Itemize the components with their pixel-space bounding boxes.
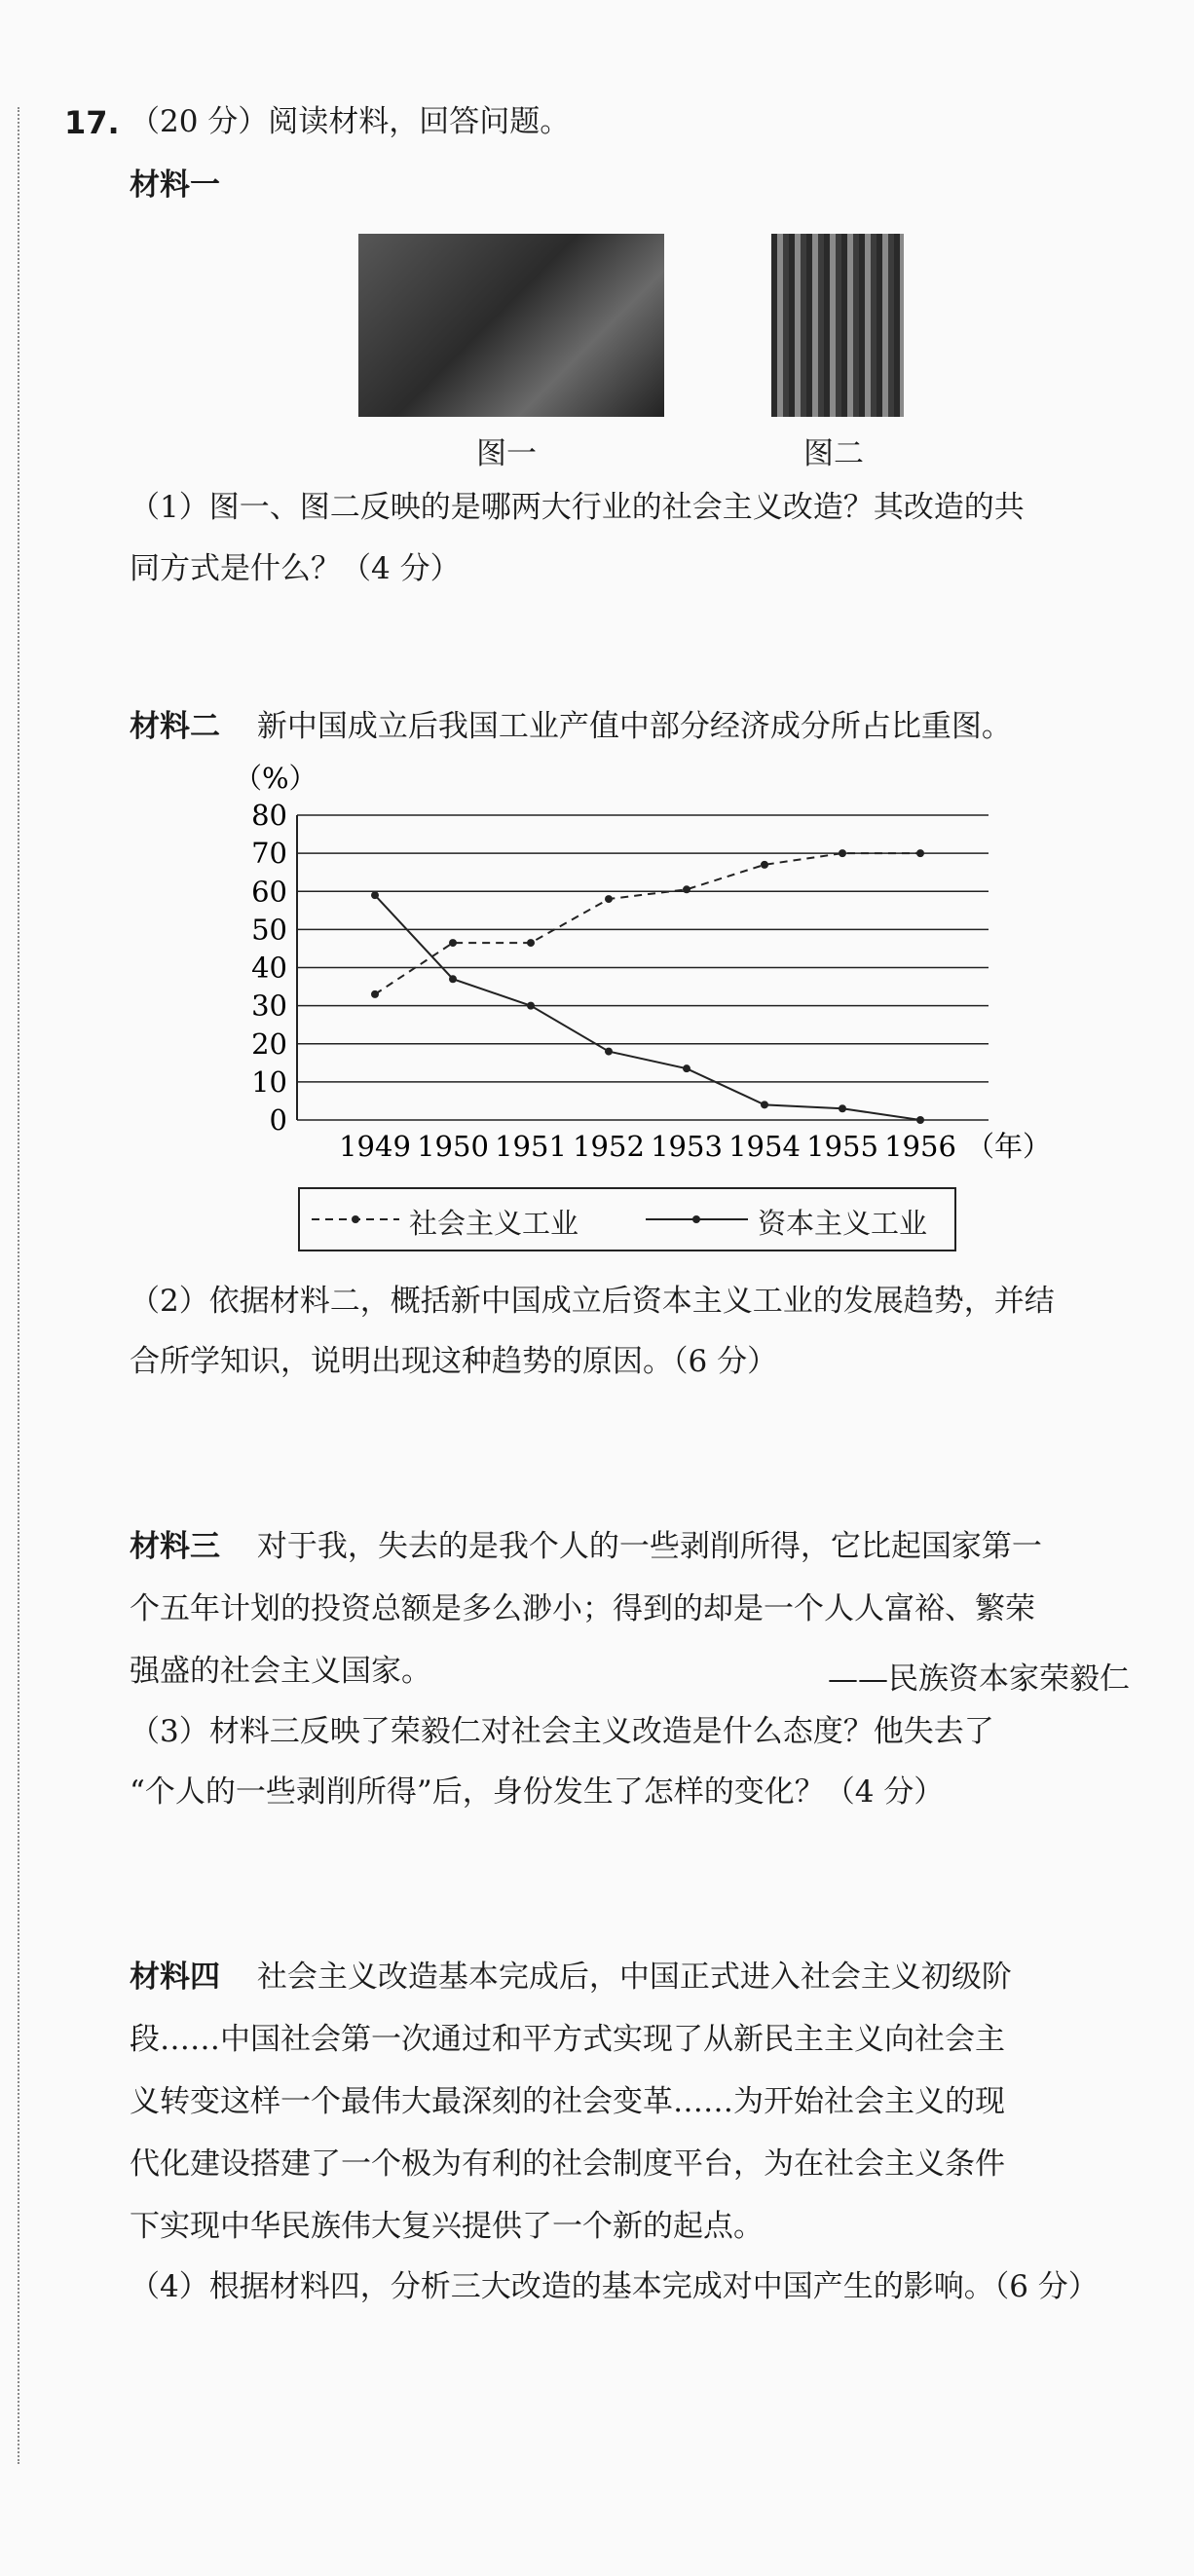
x-tick-label: 1953 [651, 1130, 723, 1163]
data-point [527, 939, 535, 947]
material4-text-line2: 段……中国社会第一次通过和平方式实现了从新民主主义向社会主 [130, 2022, 1005, 2057]
chart-series [371, 849, 924, 1124]
material3-paragraph-line1 [130, 1529, 1042, 1565]
legend-solid-marker [646, 1213, 753, 1225]
q2-line2: 合所学知识，说明出现这种趋势的原因。（6 分） [130, 1344, 778, 1379]
photo-figure2 [771, 234, 904, 417]
material4-text-line1: 社会主义改造基本完成后，中国正式进入社会主义初级阶 [256, 1960, 1012, 1995]
x-axis-label: （年） [966, 1130, 1052, 1163]
q4-line: （4）根据材料四，分析三大改造的基本完成对中国产生的影响。（6 分） [130, 2269, 1099, 2304]
x-tick-label: 1951 [495, 1130, 567, 1163]
chart-legend [298, 1187, 956, 1251]
material3-text-line3: 强盛的社会主义国家。 [130, 1654, 431, 1689]
chart-x-ticks [339, 1130, 956, 1163]
y-tick-label: 70 [251, 837, 287, 871]
data-point [605, 1048, 613, 1056]
x-tick-label: 1956 [884, 1130, 956, 1163]
x-tick-label: 1949 [339, 1130, 411, 1163]
series-line-socialist [375, 853, 920, 994]
material3-text-line1: 对于我，失去的是我个人的一些剥削所得，它比起国家第一 [256, 1529, 1042, 1564]
data-point [527, 1002, 535, 1010]
data-point [605, 895, 613, 903]
y-tick-label: 30 [251, 989, 287, 1023]
material3-title: 材料三 [130, 1529, 220, 1564]
line-chart [224, 755, 1052, 1183]
chart-grid [297, 815, 989, 1120]
material4-paragraph-line1 [130, 1960, 1012, 1996]
data-point [449, 939, 457, 947]
y-tick-label: 80 [251, 799, 287, 832]
y-tick-label: 20 [251, 1027, 287, 1061]
data-point [916, 849, 924, 857]
data-point [761, 1101, 768, 1108]
chart-y-ticks [251, 799, 287, 1137]
x-tick-label: 1950 [417, 1130, 489, 1163]
figure1-caption: 图一 [476, 436, 537, 471]
material2-title: 材料二 [130, 709, 220, 744]
data-point [916, 1116, 924, 1124]
data-point [839, 1104, 846, 1112]
x-tick-label: 1954 [728, 1130, 801, 1163]
y-axis-label: （%） [234, 762, 317, 795]
material4-text-line5: 下实现中华民族伟大复兴提供了一个新的起点。 [130, 2209, 764, 2244]
material1-title: 材料一 [130, 168, 220, 203]
material3-source: ——民族资本家荣毅仁 [828, 1661, 1130, 1697]
data-point [371, 990, 379, 998]
question-intro: （20 分）阅读材料，回答问题。 [130, 104, 571, 139]
data-point [839, 849, 846, 857]
material2-text: 新中国成立后我国工业产值中部分经济成分所占比重图。 [256, 709, 1012, 744]
y-tick-label: 10 [251, 1064, 287, 1099]
data-point [449, 975, 457, 983]
question-number: 17. [64, 104, 120, 141]
x-tick-label: 1952 [573, 1130, 645, 1163]
y-tick-label: 50 [251, 913, 287, 947]
q1-line2: 同方式是什么？（4 分） [130, 551, 461, 586]
figure2-caption: 图二 [803, 436, 864, 471]
material3-text-line2: 个五年计划的投资总额是多么渺小；得到的却是一个人人富裕、繁荣 [130, 1591, 1035, 1626]
q3-line1: （3）材料三反映了荣毅仁对社会主义改造是什么态度？他失去了 [130, 1714, 994, 1749]
q2-line1: （2）依据材料二，概括新中国成立后资本主义工业的发展趋势，并结 [130, 1284, 1055, 1319]
material4-text-line4: 代化建设搭建了一个极为有利的社会制度平台，为在社会主义条件 [130, 2147, 1005, 2182]
x-tick-label: 1955 [806, 1130, 878, 1163]
data-point [371, 891, 379, 899]
legend-capitalist-industry: 资本主义工业 [758, 1207, 928, 1240]
q3-line2: “个人的一些剥削所得”后，身份发生了怎样的变化？（4 分） [130, 1774, 945, 1810]
material2-paragraph [130, 709, 1012, 745]
material4-text-line3: 义转变这样一个最伟大最深刻的社会变革……为开始社会主义的现 [130, 2084, 1005, 2119]
photo-figure1 [358, 234, 664, 417]
data-point [761, 861, 768, 869]
material4-title: 材料四 [130, 1960, 220, 1995]
y-tick-label: 60 [251, 875, 287, 909]
q1-line1: （1）图一、图二反映的是哪两大行业的社会主义改造？其改造的共 [130, 490, 1025, 525]
y-tick-label: 0 [269, 1103, 287, 1137]
y-tick-label: 40 [251, 951, 287, 985]
margin-dotted-line [18, 107, 19, 2464]
data-point [683, 885, 690, 893]
data-point [683, 1064, 690, 1072]
legend-dashed-marker [312, 1213, 404, 1225]
legend-socialist-industry: 社会主义工业 [409, 1207, 579, 1240]
